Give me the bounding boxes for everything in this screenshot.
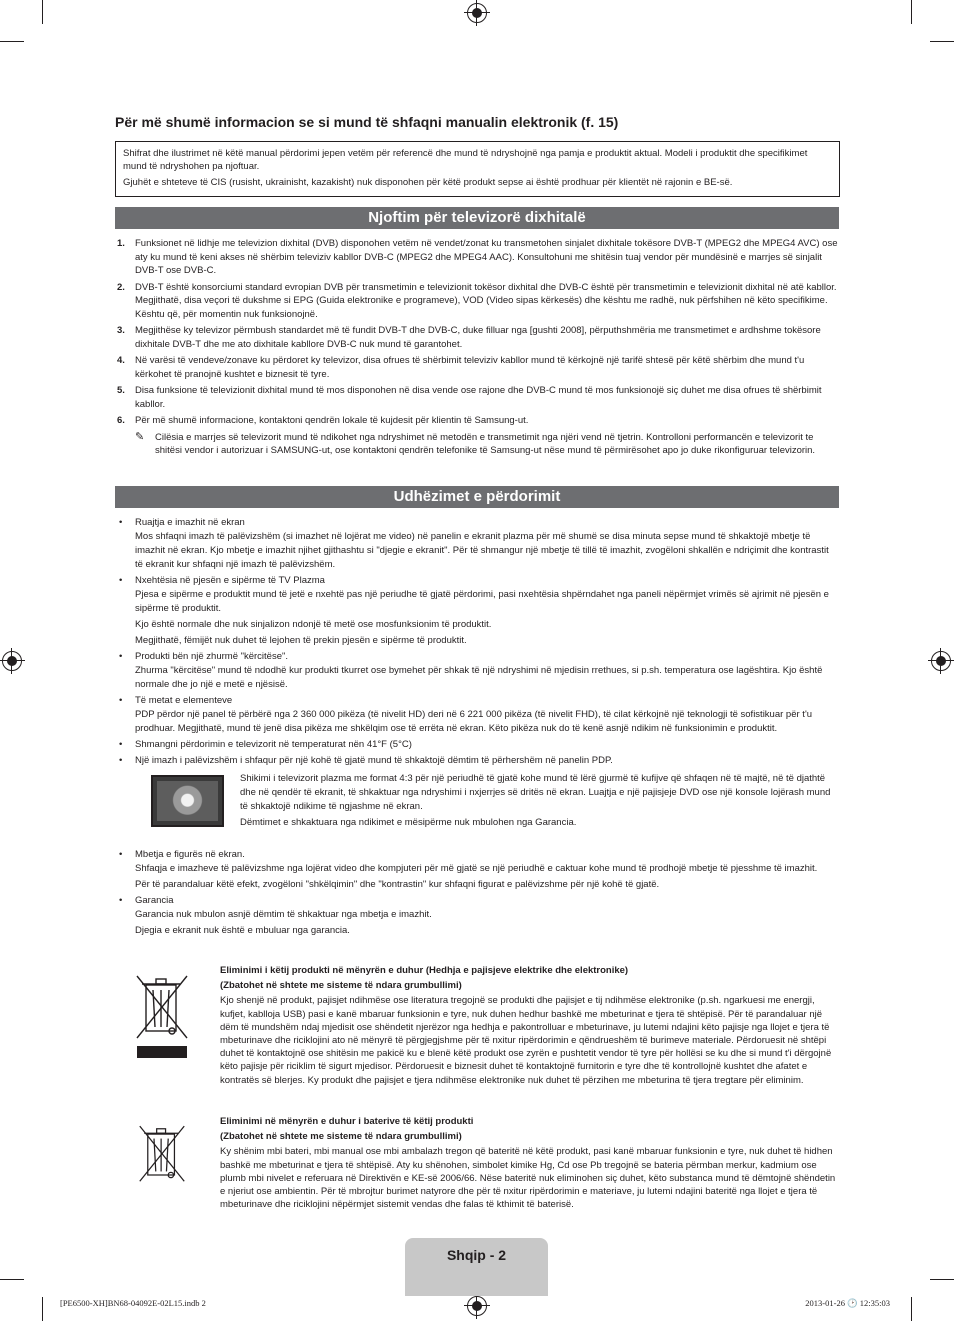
weee-subtitle: (Zbatohet në shtete me sisteme të ndara grumbullimi) <box>220 980 462 992</box>
weee-title: Eliminimi në mënyrën e duhur i baterive të këtij produkti <box>220 1116 474 1127</box>
item-title: • Nxehtësia në pjesën e sipërme të TV Plazma <box>135 575 325 586</box>
item-text: Megjithatë, fëmijët nuk duhet të lejohen të prekin pjesën e sipërme të produktit. <box>135 635 467 646</box>
item-text: Për të parandaluar këtë efekt, zvogëloni "shkëlqimin" dhe "kontrastin" kur shfaqni figurat e palëvizshme për një kohë të gjatë. <box>135 879 660 890</box>
item-title: • Garancia <box>135 895 174 906</box>
section-title: Udhëzimet e përdorimit <box>115 486 839 508</box>
page-heading: Për më shumë informacion se si mund të shfaqni manualin elektronik (f. 15) <box>115 114 619 130</box>
item-text: Funksionet në lidhje me televizion dixhital (DVB) disponohen vetëm në vendet/zonat ku transmetohen sinjalet dixhitale tokësore DVB-T (MPEG2 dhe MPEG4 AVC) ose aty ku mund të keni akses në shërbim televiziv kabllor DVB-C (MPEG2 dhe MPEG4 AAC). Konsultohuni me shitësin tuaj vendor për mundësinë e marrjes së sinjalit DVB-T ose DVB-C. <box>135 238 838 276</box>
item-number: 3. <box>117 325 125 336</box>
item-title: • Produkti bën një zhurmë "kërcitëse". <box>135 651 289 662</box>
item-title: • Të metat e elementeve <box>135 695 233 706</box>
list-item <box>115 848 839 892</box>
item-title: • Ruajtja e imazhit në ekran <box>135 517 245 528</box>
item-text: Shfaqja e imazheve të palëvizshme nga lojërat video dhe kompjuteri për më gjatë se një periudhë e caktuar kohe mund të prodhojë mbetje të pjesshme të imazhit. <box>135 863 818 874</box>
crossed-bin-icon <box>133 1119 191 1199</box>
registration-mark-icon <box>467 1296 487 1316</box>
crop-mark <box>0 41 24 42</box>
item-text: Mos shfaqni imazh të palëvizshëm (si imazhet në lojërat me video) në panelin e ekranit plazma për më shumë se disa minuta sepse mund të shkaktojë mbetje të imazhit në ekran. Kjo mbetje e imazhit njihet gjithashtu si "djegie e ekranit". Për të shmangur një mbetje të tillë të imazhit, zvogëloni shkallën e ndriçimit dhe kontrastit të ekranit kur shfaqni një imazh të palëvizshëm. <box>135 531 829 570</box>
registration-mark-icon <box>931 651 951 671</box>
page-number-tab: Shqip - 2 <box>405 1238 548 1296</box>
weee-battery-block <box>115 1115 839 1213</box>
list-item <box>115 237 839 278</box>
list-item <box>115 694 839 736</box>
list-item <box>115 754 839 840</box>
item-text: DVB-T është konsorciumi standard evropian DVB për transmetimin e televizionit tokësor dixhital dhe DVB-C është për transmetimin e televizionit dixhital në atë kabllor. Megjithatë, disa veçori të dukshme si EPG (Guida elektronike e programeve), VOD (Video sipas kërkesës) dhe kështu me radhë, nuk përfshihen në këto specifikime. Kështu që, për momentin nuk funksionojnë. <box>135 281 837 320</box>
item-title: • Një imazh i palëvizshëm i shfaqur për një kohë të gjatë mund të shkaktojë dëmtim të përhershëm në panelin PDP. <box>135 755 613 766</box>
item-text: Zhurma "kërcitëse" mund të ndodhë kur produkti tkurret ose bymehet për shkak të një ndryshimi në mjedisin rrethues, si p.sh. temperatura ose lagështira. Kjo është normale dhe jo një e metë e njësisë. <box>135 665 823 690</box>
numbered-list <box>115 237 839 458</box>
crop-mark <box>0 1279 24 1280</box>
image-caption-text: Shikimi i televizorit plazma me format 4:3 për një periudhë të gjatë kohe mund të lërë gjurmë të kufijve që shfaqen në të majtë, në të djathtë dhe në qendër të ekranit, të shkaktuar nga ndryshimi i nxjerrjes së dritës në ekran. Luajtja e një pajisjeje DVD ose një konsole lojërash mund të shkaktojë ndikime të ngjashme në ekran. <box>240 773 831 812</box>
crossed-bin-icon <box>133 968 191 1058</box>
list-item <box>115 738 839 752</box>
item-text: Pjesa e sipërme e produktit mund të jetë e nxehtë pas një periudhe të gjatë përdorimi, pasi nxehtësia shpërndahet nga paneli nëpërmjet vrimës së ajrimit në pjesën e sipërme të produktit. <box>135 589 829 614</box>
list-item <box>115 324 839 351</box>
image-caption-text: Dëmtimet e shkaktuara nga ndikimet e mësipërme nuk mbulohen nga Garancia. <box>240 817 577 828</box>
list-item <box>115 516 839 572</box>
crop-mark <box>911 0 912 24</box>
item-text: PDP përdor një panel të përbërë nga 2 360 000 pikëza (të nivelit HD) deri në 6 221 000 pikëza (të nivelit FHD), të cilat kërkojnë një teknologji të sofistikuar për t'u prodhuar. Megjithatë, mund të jenë disa pikëza me shkëlqim ose të errëta në ekran. Këto pikëza nuk do të kenë asnjë ndikim në funksionimin e produktit. <box>135 709 813 734</box>
crop-mark <box>930 41 954 42</box>
item-text: Në varësi të vendeve/zonave ku përdoret ky televizor, disa ofrues të shërbimit televiziv kabllor mund të kërkojnë një tarifë shtesë për këtë shërbim dhe mund t'u kërkohet të pranojnë kushtet e biznesit të tyre. <box>135 355 805 380</box>
registration-mark-icon <box>467 3 487 23</box>
disclaimer-text: Shifrat dhe ilustrimet në këtë manual përdorimi jepen vetëm për referencë dhe mund të ndryshojnë nga pamja e produktit aktual. Modeli i produktit dhe specifikimet mund të ndryshohen pa njoftuar. <box>123 148 808 172</box>
disclaimer-text: Gjuhët e shteteve të CIS (rusisht, ukrainisht, kazakisht) nuk disponohen për këtë produkt sepse ai është prodhuar për klientët në rajonin e BE-së. <box>123 177 733 188</box>
footer-file-info: [PE6500-XH]BN68-04092E-02L15.indb 2 <box>60 1298 206 1308</box>
item-text: Garancia nuk mbulon asnjë dëmtim të shkaktuar nga mbetja e imazhit. <box>135 909 432 920</box>
note-pen-icon: ✎ <box>135 430 145 443</box>
item-number: 6. <box>117 415 125 426</box>
weee-title: Eliminimi i këtij produkti në mënyrën e duhur (Hedhja e pajisjeve elektrike dhe elektronike) <box>220 965 629 976</box>
item-number: 4. <box>117 355 125 366</box>
tv-flower-image <box>151 775 224 827</box>
item-number: 2. <box>117 281 125 293</box>
footer-timestamp: 2013-01-26 🕑 12:35:03 <box>805 1298 890 1308</box>
item-text: Megjithëse ky televizor përmbush standardet më të fundit DVB-T dhe DVB-C, duke filluar nga [gushti 2008], përputhshmëria me transmetimet e ardhshme tokësore dixhitale DVB-T dhe me ato dixhitale kabllore DVB-C nuk mund të garantohet. <box>135 325 821 350</box>
crop-mark <box>911 1297 912 1321</box>
disclaimer-box <box>115 141 840 197</box>
registration-mark-icon <box>2 651 22 671</box>
item-number: 5. <box>117 385 125 396</box>
section-title: Njoftim për televizorë dixhitalë <box>115 207 839 229</box>
weee-subtitle: (Zbatohet në shtete me sisteme të ndara grumbullimi) <box>220 1131 462 1143</box>
crop-mark <box>42 0 43 24</box>
item-text: Për më shumë informacione, kontaktoni qendrën lokale të kujdesit për klientin të Samsung-ut. <box>135 415 529 426</box>
weee-body: Kjo shenjë në produkt, pajisjet ndihmëse ose literatura tregojnë se produkti dhe pajisjet e tij ndihmëse elektronike (p.sh. ngarkuesi me energji, kufjet, kablloja USB) pasi e kanë mbaruar funksionin e tyre, nuk duhen hedhur bashkë me mbeturinat e tjera të shtëpisë. Për të parandaluar një dëm të mundshëm ndaj mjedisit ose shëndetit njerëzor nga hedhja e pakontrolluar e mbeturinave, ju lutemi ndajini këto pajisje nga llojet e tjera të mbeturinave dhe riciklojini ato në mënyrë të përgjegjshme për të nxitur ripërdorimin e qëndrueshëm të burimeve materiale. Përdoruesit në shtëpi duhet të kontaktojnë ose shitësin me pakicë ku e blenë këtë produkt ose zyrën e pushtetit vendor të tyre për hollësi se ku dhe si mund t'i dërgojnë këto pajisje për riciklim të sigurt mjedisor. Përdoruesit e biznesit duhet të kontaktojnë furnitorin e tyre dhe të kontrollojnë kushtet dhe afatet e kontratës së blerjes. Ky produkt dhe pajisjet e tjera ndihmëse elektronike nuk duhet të përzihen me mbeturina të tjera tregtare për eliminim. <box>220 995 832 1086</box>
pdp-image-block <box>135 772 839 840</box>
list-item <box>115 354 839 381</box>
crop-mark <box>930 1279 954 1280</box>
item-title: • Shmangni përdorimin e televizorit në temperaturat nën 41°F (5°C) <box>135 739 412 750</box>
item-title: • Mbetja e figurës në ekran. <box>135 849 245 860</box>
list-item <box>115 281 839 322</box>
item-text: Kjo është normale dhe nuk sinjalizon ndonjë të metë ose mosfunksionim të produktit. <box>135 619 492 630</box>
crop-mark <box>42 1297 43 1321</box>
note-text: Cilësia e marrjes së televizorit mund të ndikohet nga ndryshimet në metodën e transmetimit nga njëri vend në tjetrin. Kontrolloni performancën e televizorit te shitësi vendor i autorizuar i SAMSUNG-ut, ose kontaktoni qendrën telefonike të Samsung-ut nëse mund të përmirësohet apo jo duke rikonfiguruar televizorin. <box>155 431 816 456</box>
list-item <box>115 650 839 692</box>
item-text: Disa funksione të televizionit dixhital mund të mos disponohen në disa vende ose rajone dhe DVB-C mund të mos funksionojë siç duhet me disa ofrues të shërbimit kabllor. <box>135 385 822 410</box>
list-item <box>115 894 839 938</box>
list-item <box>115 414 839 428</box>
weee-product-block <box>115 964 839 1089</box>
bullet-list <box>115 516 839 940</box>
item-number: 1. <box>117 238 125 249</box>
list-item <box>115 574 839 648</box>
weee-body: Ky shënim mbi bateri, mbi manual ose mbi ambalazh tregon që bateritë në këtë produkt, pasi kanë mbaruar funksionin e tyre, nuk duhet të hidhen bashkë me mbeturinat e tjera të shtëpisë. Aty ku shënohen, simbolet kimike Hg, Cd ose Pb tregojnë se bateria përmban merkur, kadmium ose plumb mbi nivelet e referuara në Direktivën e KE-së 2006/66. Nëse bateritë nuk eliminohen siç duhet, këto substanca mund të dëmtojnë shëndetin e njeriut ose ambientin. Për të mbrojtur burimet natyrore dhe për të nxitur ripërdorimin e materiave, ju lutemi ndajini bateritë nga llojet e tjera të mbeturinave dhe riciklojini nëpërmjet sistemit vendas dhe falas të kthimit të baterisë. <box>220 1146 836 1211</box>
list-item <box>115 384 839 411</box>
item-text: Djegia e ekranit nuk është e mbuluar nga garancia. <box>135 925 350 936</box>
note <box>115 431 839 458</box>
